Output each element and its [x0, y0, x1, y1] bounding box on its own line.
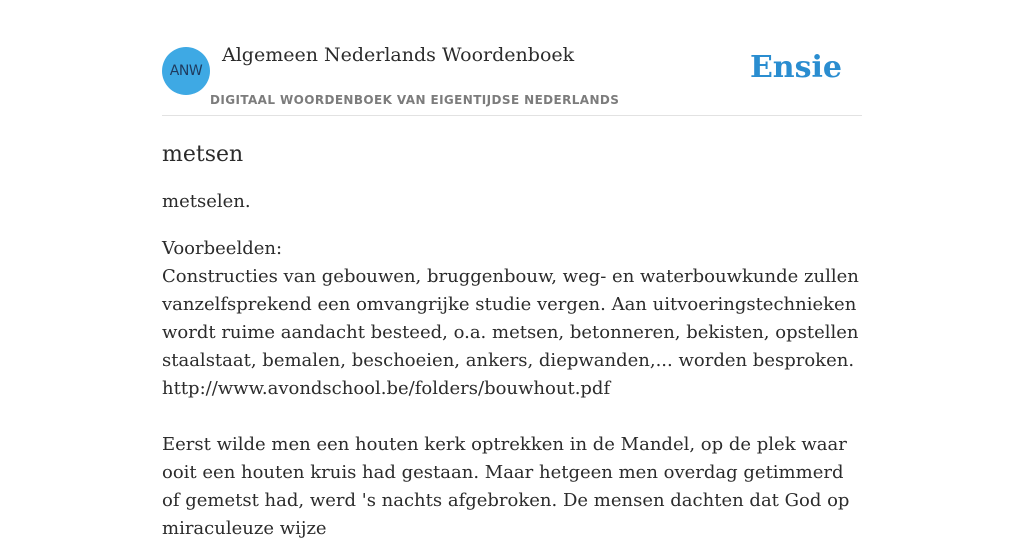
page — [162, 0, 862, 539]
example-sentence: Constructies van gebouwen, bruggenbouw, weg- en waterbouwkunde zullen vanzelfsprekend een omvangrijke studie vergen. Aan uitvoeringstechnieken wordt ruime aandacht besteed, o.a. metsen, betonneren, bekisten, opstellen staalstaat, bemalen, beschoeien, ankers, diepwanden,... worden besproken. http://www.avondschool.be/folders/bouwhout.pdf — [162, 266, 859, 399]
header — [162, 0, 862, 116]
dictionary-title[interactable]: Algemeen Nederlands Woordenboek — [222, 44, 575, 66]
example-sentence: Eerst wilde men een houten kerk optrekken in de Mandel, op de plek waar ooit een houten kruis had gestaan. Maar hetgeen men overdag getimmerd of gemetst had, werd 's nachts afgebroken. De mensen dachten dat God op miraculeuze wijze — [162, 434, 850, 539]
dictionary-subtitle: DIGITAAL WOORDENBOEK VAN EIGENTIJDSE NEDERLANDS — [210, 93, 620, 107]
anw-logo[interactable] — [162, 47, 210, 95]
entry-content — [162, 140, 862, 543]
definition: metselen. — [162, 191, 251, 212]
ensie-brand-link[interactable]: Ensie — [749, 50, 842, 85]
headword: metsen — [162, 142, 244, 167]
anw-logo-text: ANW — [169, 63, 203, 79]
examples-label: Voorbeelden: — [162, 238, 283, 259]
